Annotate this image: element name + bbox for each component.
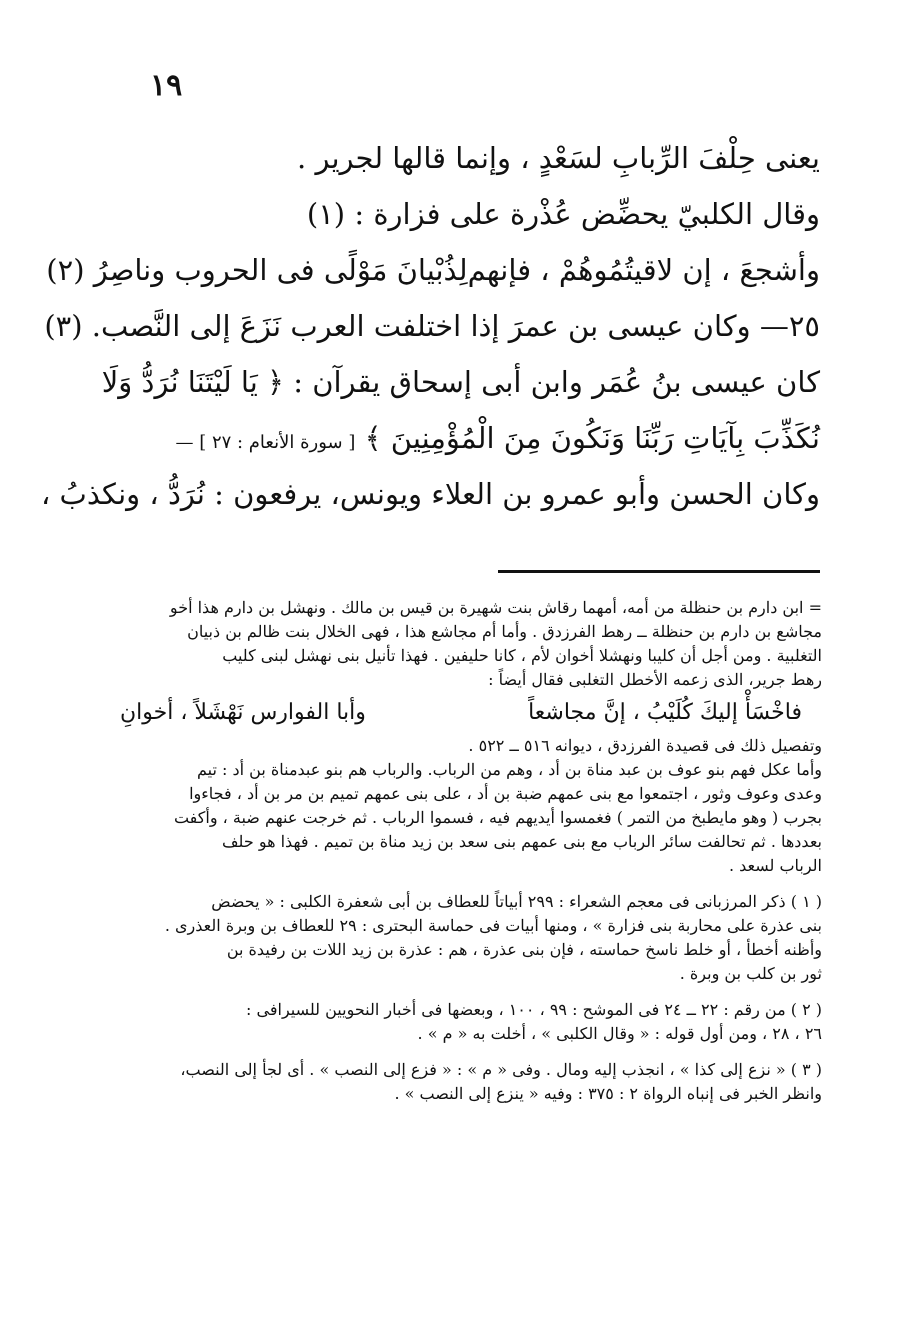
footnote-line: ٢٦ ، ٢٨ ، ومن أول قوله : « وقال الكلبى » ، أخلت به « م » . bbox=[417, 1024, 822, 1043]
quran-reference: [ سورة الأنعام : ٢٧ ] — bbox=[175, 432, 356, 453]
verse-hemistich-2: لِذُبْيانَ مَوْلًى فى الحروب وناصِرُ (٢) bbox=[46, 253, 468, 287]
footnote-line: ( ٢ ) من رقم : ٢٢ ــ ٢٤ فى الموشح : ٩٩ ، ١٠٠ ، وبعضها فى أخبار النحويين للسيرافى : bbox=[246, 1000, 822, 1019]
footnote-line: بجرب ( وهو مايطبخ من التمر ) فغمسوا أيديهم فيه ، فسموا الرباب . ثم خرجت عنهم ضبة ، وأكفت bbox=[173, 808, 822, 827]
footnote-line: وعدى وعوف وثور ، اجتمعوا مع بنى عمهم ضبة بن أد ، على بنى عمهم تميم بن مر بن أد ، فجاءوا bbox=[189, 784, 822, 803]
main-line: كان عيسى بنُ عُمَر وابن أبى إسحاق يقرآن : ﴿ يَا لَيْتَنَا نُرَدُّ وَلَا bbox=[101, 365, 820, 399]
verse-hemistich-1: فاخْسَأْ إليكَ كُلَيْبُ ، إنَّ مجاشعاً bbox=[528, 700, 802, 725]
main-text bbox=[40, 130, 820, 522]
footnotes bbox=[120, 596, 822, 1118]
footnote-line: وأما عكل فهم بنو عوف بن عبد مناة بن أد ، وهم من الرباب. والرباب هم بنو عبدمناة بن أد : تيم bbox=[196, 760, 822, 779]
footnote-line: التغلبية . ومن أجل أن كليبا ونهشلا أخوان لأم ، كانا حليفين . فهذا تأنيل بنى نهشل لبنى كليب bbox=[222, 646, 822, 665]
footnote-2 bbox=[120, 998, 822, 1046]
footnote-line: = ابن دارم بن حنظلة من أمه، أمهما رقاش بنت شهيرة بن قيس بن مالك . ونهشل بن دارم هذا أخو bbox=[169, 598, 822, 617]
verse-hemistich-1: وأشجعَ ، إن لاقيتُمُوهُمْ ، فإنهم bbox=[467, 253, 820, 287]
footnote-divider bbox=[498, 570, 820, 573]
footnote-line: ( ٣ ) « نزع إلى كذا » ، انجذب إليه ومال . وفى « م » : « فزع إلى النصب » . أى لجأ إلى النصب، bbox=[180, 1060, 822, 1079]
footnote-verse bbox=[120, 692, 822, 734]
poem-verse bbox=[46, 242, 820, 298]
footnote-line: ثور بن كلب بن وبرة . bbox=[679, 964, 822, 983]
footnote-line: رهط جرير، الذى زعمه الأخطل التغلبى فقال أيضاً : bbox=[488, 670, 822, 689]
main-line: وكان الحسن وأبو عمرو بن العلاء ويونس، يرفعون : نُرَدُّ ، ونكذبُ ، bbox=[40, 477, 820, 511]
main-line: يعنى حِلْفَ الرِّبابِ لسَعْدٍ ، وإنما قالها لجرير . bbox=[297, 141, 820, 175]
footnote-line: ( ١ ) ذكر المرزبانى فى معجم الشعراء : ٢٩٩ أبياتاً للعطاف بن أبى شعفرة الكلبى : « يحضض bbox=[211, 892, 822, 911]
quran-text: نُكَذِّبَ بِآيَاتِ رَبِّنَا وَنَكُونَ مِنَ الْمُؤْمِنِينَ ﴾ bbox=[364, 421, 820, 455]
page-number: ١٩ bbox=[150, 68, 183, 103]
verse-hemistich-2: وأبا الفوارس نَهْشَلاً ، أخوانِ bbox=[120, 700, 366, 725]
footnote-3 bbox=[120, 1058, 822, 1106]
footnote-line: الرباب لسعد . bbox=[728, 856, 822, 875]
footnote-continuation bbox=[120, 596, 822, 878]
main-line: وقال الكلبيّ يحضِّض عُذْرة على فزارة : (١) bbox=[306, 197, 820, 231]
footnote-line: بعددها . ثم تحالفت سائر الرباب مع بنى عمهم بنى سعد بن زيد مناة بن تميم . فهذا هو حلف bbox=[221, 832, 822, 851]
main-line-quran bbox=[120, 410, 820, 466]
footnote-line: وانظر الخبر فى إنباه الرواة ٢ : ٣٧٥ : وفيه « ينزع إلى النصب » . bbox=[394, 1084, 822, 1103]
main-line: ٢٥— وكان عيسى بن عمرَ إذا اختلفت العرب نَزَعَ إلى النَّصب. (٣) bbox=[44, 309, 820, 343]
footnote-line: بنى عذرة على محاربة بنى فزارة » ، ومنها أبيات فى حماسة البحترى : ٢٩ للعطاف بن وبرة العذرى . bbox=[164, 916, 822, 935]
footnote-line: وتفصيل ذلك فى قصيدة الفرزدق ، ديوانه ٥١٦ ــ ٥٢٢ . bbox=[468, 736, 822, 755]
footnote-1 bbox=[120, 890, 822, 986]
footnote-line: وأظنه أخطأ ، أو خلط ناسخ حماسته ، فإن بنى عذرة ، هم : عذرة بن زيد اللات بن رفيدة بن bbox=[226, 940, 822, 959]
footnote-line: مجاشع بن دارم بن حنظلة ــ رهط الفرزدق . وأما أم مجاشع هذا ، فهى الخلال بنت ظالم بن ذبيان bbox=[187, 622, 822, 641]
